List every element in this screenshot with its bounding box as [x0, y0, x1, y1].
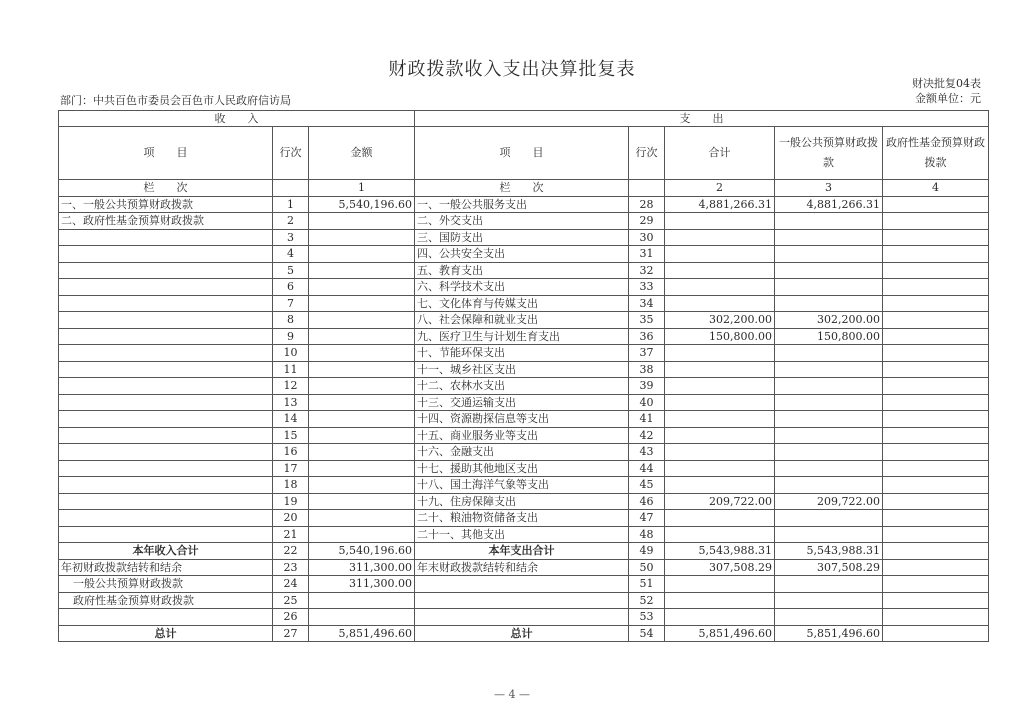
income-line-no: 13: [273, 394, 309, 411]
income-item: [59, 609, 273, 626]
total-amount: [665, 295, 775, 312]
gov-fund-header: 政府性基金预算财政拨款: [883, 127, 989, 180]
income-line-no: 11: [273, 361, 309, 378]
column-index-2: 2: [665, 180, 775, 197]
general-budget-amount: [775, 361, 883, 378]
general-budget-amount: [775, 444, 883, 461]
expense-item: 七、文化体育与传媒支出: [415, 295, 629, 312]
general-budget-amount: [775, 477, 883, 494]
income-amount: [309, 592, 415, 609]
expense-line-no: 28: [629, 196, 665, 213]
expense-line-no: 35: [629, 312, 665, 329]
expense-item: 五、教育支出: [415, 262, 629, 279]
gov-fund-amount: [883, 312, 989, 329]
total-amount: [665, 246, 775, 263]
expense-line-no: 47: [629, 510, 665, 527]
general-budget-amount: [775, 427, 883, 444]
amount-unit: 金额单位：元: [915, 92, 981, 105]
expense-line-no: 48: [629, 526, 665, 543]
income-item: 一般公共预算财政拨款: [59, 576, 273, 593]
expense-line-no: 52: [629, 592, 665, 609]
income-amount: [309, 262, 415, 279]
income-item: [59, 394, 273, 411]
income-item: [59, 246, 273, 263]
expense-item: 十五、商业服务业等支出: [415, 427, 629, 444]
total-amount: [665, 378, 775, 395]
gov-fund-amount: [883, 361, 989, 378]
total-amount: [665, 361, 775, 378]
expense-line-no: 50: [629, 559, 665, 576]
column-index-4: 4: [883, 180, 989, 197]
income-line-no: 8: [273, 312, 309, 329]
income-amount: [309, 526, 415, 543]
income-line-no: 23: [273, 559, 309, 576]
general-budget-amount: [775, 213, 883, 230]
income-amount: [309, 477, 415, 494]
gov-fund-amount: [883, 526, 989, 543]
gov-fund-amount: [883, 262, 989, 279]
income-amount: 5,851,496.60: [309, 625, 415, 642]
expense-line-no: 34: [629, 295, 665, 312]
expense-item: 十八、国土海洋气象等支出: [415, 477, 629, 494]
table-row: [59, 460, 989, 477]
expense-item: 十、节能环保支出: [415, 345, 629, 362]
general-budget-amount: 5,543,988.31: [775, 543, 883, 560]
income-line-no: 6: [273, 279, 309, 296]
table-row: [59, 246, 989, 263]
expense-item: 三、国防支出: [415, 229, 629, 246]
income-item: [59, 279, 273, 296]
total-amount: [665, 460, 775, 477]
income-line-no: 5: [273, 262, 309, 279]
expense-item: 六、科学技术支出: [415, 279, 629, 296]
income-line-no: 16: [273, 444, 309, 461]
income-amount: [309, 394, 415, 411]
total-amount: [665, 592, 775, 609]
income-item: 总计: [59, 625, 273, 642]
total-amount: [665, 262, 775, 279]
table-row: [59, 295, 989, 312]
gov-fund-amount: [883, 229, 989, 246]
table-row: [59, 262, 989, 279]
income-amount: [309, 493, 415, 510]
gov-fund-amount: [883, 213, 989, 230]
expense-item: 十四、资源勘探信息等支出: [415, 411, 629, 428]
gov-fund-amount: [883, 493, 989, 510]
total-amount: [665, 427, 775, 444]
income-amount: [309, 427, 415, 444]
expense-line-no: 32: [629, 262, 665, 279]
expense-item: 本年支出合计: [415, 543, 629, 560]
income-item: [59, 262, 273, 279]
page-title: 财政拨款收入支出决算批复表: [388, 59, 636, 80]
expense-line-no: 37: [629, 345, 665, 362]
expense-item: 十七、援助其他地区支出: [415, 460, 629, 477]
expense-line-no: 54: [629, 625, 665, 642]
table-row: [59, 526, 989, 543]
total-header: 合计: [665, 127, 775, 180]
total-amount: [665, 609, 775, 626]
expense-item: 总计: [415, 625, 629, 642]
expense-item: 十二、农林水支出: [415, 378, 629, 395]
table-row: [59, 493, 989, 510]
income-line-no: 15: [273, 427, 309, 444]
expense-item: 十三、交通运输支出: [415, 394, 629, 411]
column-index-label-2: 栏 次: [415, 180, 629, 197]
expense-line-no: 38: [629, 361, 665, 378]
total-amount: 302,200.00: [665, 312, 775, 329]
total-amount: [665, 510, 775, 527]
general-budget-amount: [775, 592, 883, 609]
expense-item: 十九、住房保障支出: [415, 493, 629, 510]
gov-fund-amount: [883, 295, 989, 312]
income-line-no: 18: [273, 477, 309, 494]
income-line-no: 21: [273, 526, 309, 543]
gov-fund-amount: [883, 279, 989, 296]
income-amount: [309, 229, 415, 246]
page-number: — 4 —: [494, 688, 530, 701]
table-row: [59, 229, 989, 246]
expense-line-no: 51: [629, 576, 665, 593]
gov-fund-amount: [883, 460, 989, 477]
income-amount: [309, 510, 415, 527]
gov-fund-amount: [883, 559, 989, 576]
expense-line-no: 44: [629, 460, 665, 477]
table-row: [59, 592, 989, 609]
income-item: [59, 378, 273, 395]
expense-item: [415, 576, 629, 593]
total-amount: 5,851,496.60: [665, 625, 775, 642]
income-item: [59, 460, 273, 477]
expense-item: 二十、粮油物资储备支出: [415, 510, 629, 527]
income-amount: 5,540,196.60: [309, 196, 415, 213]
income-line-no: 22: [273, 543, 309, 560]
gov-fund-amount: [883, 592, 989, 609]
total-amount: [665, 444, 775, 461]
general-budget-amount: [775, 510, 883, 527]
general-budget-amount: [775, 394, 883, 411]
income-item: [59, 312, 273, 329]
income-item: [59, 229, 273, 246]
expense-line-no: 43: [629, 444, 665, 461]
general-budget-amount: [775, 229, 883, 246]
expense-line-no: 36: [629, 328, 665, 345]
expense-item: 八、社会保障和就业支出: [415, 312, 629, 329]
expense-line-no: 46: [629, 493, 665, 510]
income-amount: [309, 312, 415, 329]
income-line-no: 20: [273, 510, 309, 527]
income-amount: [309, 460, 415, 477]
income-line-header: 行次: [273, 127, 309, 180]
table-row: [59, 609, 989, 626]
income-amount: [309, 361, 415, 378]
expense-line-no: 41: [629, 411, 665, 428]
income-line-no: 4: [273, 246, 309, 263]
table-row: [59, 427, 989, 444]
gov-fund-amount: [883, 510, 989, 527]
expense-item: [415, 592, 629, 609]
expense-line-no: 31: [629, 246, 665, 263]
income-line-no: 3: [273, 229, 309, 246]
expense-line-no: 53: [629, 609, 665, 626]
income-item: [59, 295, 273, 312]
general-budget-amount: [775, 246, 883, 263]
income-line-no: 7: [273, 295, 309, 312]
gov-fund-amount: [883, 411, 989, 428]
income-header: 收 入: [59, 111, 415, 127]
total-amount: [665, 526, 775, 543]
income-amount: [309, 328, 415, 345]
general-budget-amount: [775, 526, 883, 543]
income-item: 本年收入合计: [59, 543, 273, 560]
income-item: [59, 526, 273, 543]
income-line-no: 10: [273, 345, 309, 362]
expense-line-no: 40: [629, 394, 665, 411]
general-budget-amount: [775, 295, 883, 312]
income-item: [59, 477, 273, 494]
gov-fund-amount: [883, 345, 989, 362]
income-line-no: 25: [273, 592, 309, 609]
expense-item: 年末财政拨款结转和结余: [415, 559, 629, 576]
column-index-label: 栏 次: [59, 180, 273, 197]
income-line-no: 2: [273, 213, 309, 230]
table-row: [59, 477, 989, 494]
income-item: [59, 444, 273, 461]
general-budget-amount: [775, 460, 883, 477]
expense-line-no: 30: [629, 229, 665, 246]
total-amount: 5,543,988.31: [665, 543, 775, 560]
income-item: 年初财政拨款结转和结余: [59, 559, 273, 576]
income-line-no: 27: [273, 625, 309, 642]
table-row: [59, 345, 989, 362]
gov-fund-amount: [883, 576, 989, 593]
general-budget-amount: 5,851,496.60: [775, 625, 883, 642]
income-amount: 5,540,196.60: [309, 543, 415, 560]
income-item: 二、政府性基金预算财政拨款: [59, 213, 273, 230]
table-row: [59, 543, 989, 560]
table-row: [59, 510, 989, 527]
gov-fund-amount: [883, 625, 989, 642]
income-amount: [309, 609, 415, 626]
total-amount: 209,722.00: [665, 493, 775, 510]
gov-fund-amount: [883, 328, 989, 345]
income-amount: [309, 378, 415, 395]
income-item-header: 项 目: [59, 127, 273, 180]
gov-fund-amount: [883, 444, 989, 461]
column-index-1: 1: [309, 180, 415, 197]
total-amount: [665, 411, 775, 428]
expense-item: 二十一、其他支出: [415, 526, 629, 543]
income-item: [59, 328, 273, 345]
general-budget-amount: [775, 345, 883, 362]
general-budget-amount: [775, 378, 883, 395]
expense-line-no: 39: [629, 378, 665, 395]
total-amount: [665, 394, 775, 411]
income-item: [59, 411, 273, 428]
expense-item: 二、外交支出: [415, 213, 629, 230]
expense-item: 十六、金融支出: [415, 444, 629, 461]
general-budget-amount: 302,200.00: [775, 312, 883, 329]
table-row: [59, 196, 989, 213]
department-label: 部门：中共百色市委员会百色市人民政府信访局: [60, 94, 291, 107]
income-item: [59, 427, 273, 444]
table-row: [59, 312, 989, 329]
column-index-3: 3: [775, 180, 883, 197]
income-item: [59, 510, 273, 527]
income-amount: 311,300.00: [309, 559, 415, 576]
expense-line-no: 45: [629, 477, 665, 494]
gov-fund-amount: [883, 609, 989, 626]
total-amount: [665, 229, 775, 246]
general-budget-amount: 150,800.00: [775, 328, 883, 345]
gov-fund-amount: [883, 543, 989, 560]
expense-item: 十一、城乡社区支出: [415, 361, 629, 378]
income-item: 一、一般公共预算财政拨款: [59, 196, 273, 213]
income-line-no: 9: [273, 328, 309, 345]
budget-table: [58, 110, 989, 642]
income-line-no: 17: [273, 460, 309, 477]
general-budget-header: 一般公共预算财政拨款: [775, 127, 883, 180]
income-line-no: 24: [273, 576, 309, 593]
income-line-no: 26: [273, 609, 309, 626]
form-number: 财决批复04表: [912, 77, 981, 90]
income-item: 政府性基金预算财政拨款: [59, 592, 273, 609]
table-row: [59, 559, 989, 576]
income-line-no: 19: [273, 493, 309, 510]
general-budget-amount: 4,881,266.31: [775, 196, 883, 213]
expense-line-no: 33: [629, 279, 665, 296]
expense-item: 九、医疗卫生与计划生育支出: [415, 328, 629, 345]
table-row: [59, 394, 989, 411]
general-budget-amount: [775, 411, 883, 428]
table-row: [59, 625, 989, 642]
gov-fund-amount: [883, 196, 989, 213]
table-row: [59, 328, 989, 345]
income-item: [59, 493, 273, 510]
general-budget-amount: [775, 262, 883, 279]
total-amount: 4,881,266.31: [665, 196, 775, 213]
table-row: [59, 378, 989, 395]
total-amount: 150,800.00: [665, 328, 775, 345]
expense-line-no: 49: [629, 543, 665, 560]
expense-line-header: 行次: [629, 127, 665, 180]
expense-header: 支 出: [415, 111, 989, 127]
income-amount: [309, 345, 415, 362]
expense-line-no: 42: [629, 427, 665, 444]
income-amount: [309, 444, 415, 461]
table-row: [59, 213, 989, 230]
total-amount: [665, 279, 775, 296]
gov-fund-amount: [883, 378, 989, 395]
gov-fund-amount: [883, 246, 989, 263]
total-amount: [665, 477, 775, 494]
total-amount: 307,508.29: [665, 559, 775, 576]
general-budget-amount: 209,722.00: [775, 493, 883, 510]
expense-item: 一、一般公共服务支出: [415, 196, 629, 213]
income-amount: [309, 213, 415, 230]
gov-fund-amount: [883, 427, 989, 444]
income-amount: 311,300.00: [309, 576, 415, 593]
income-amount: [309, 411, 415, 428]
gov-fund-amount: [883, 477, 989, 494]
income-line-no: 1: [273, 196, 309, 213]
expense-item-header: 项 目: [415, 127, 629, 180]
general-budget-amount: [775, 279, 883, 296]
income-amount-header: 金额: [309, 127, 415, 180]
income-item: [59, 345, 273, 362]
expense-item: [415, 609, 629, 626]
table-row: [59, 279, 989, 296]
total-amount: [665, 213, 775, 230]
income-item: [59, 361, 273, 378]
general-budget-amount: [775, 609, 883, 626]
table-row: [59, 411, 989, 428]
income-line-no: 12: [273, 378, 309, 395]
income-line-no: 14: [273, 411, 309, 428]
total-amount: [665, 345, 775, 362]
income-amount: [309, 279, 415, 296]
income-amount: [309, 295, 415, 312]
income-amount: [309, 246, 415, 263]
expense-line-no: 29: [629, 213, 665, 230]
table-row: [59, 576, 989, 593]
expense-item: 四、公共安全支出: [415, 246, 629, 263]
gov-fund-amount: [883, 394, 989, 411]
general-budget-amount: [775, 576, 883, 593]
table-row: [59, 361, 989, 378]
general-budget-amount: 307,508.29: [775, 559, 883, 576]
table-row: [59, 444, 989, 461]
total-amount: [665, 576, 775, 593]
